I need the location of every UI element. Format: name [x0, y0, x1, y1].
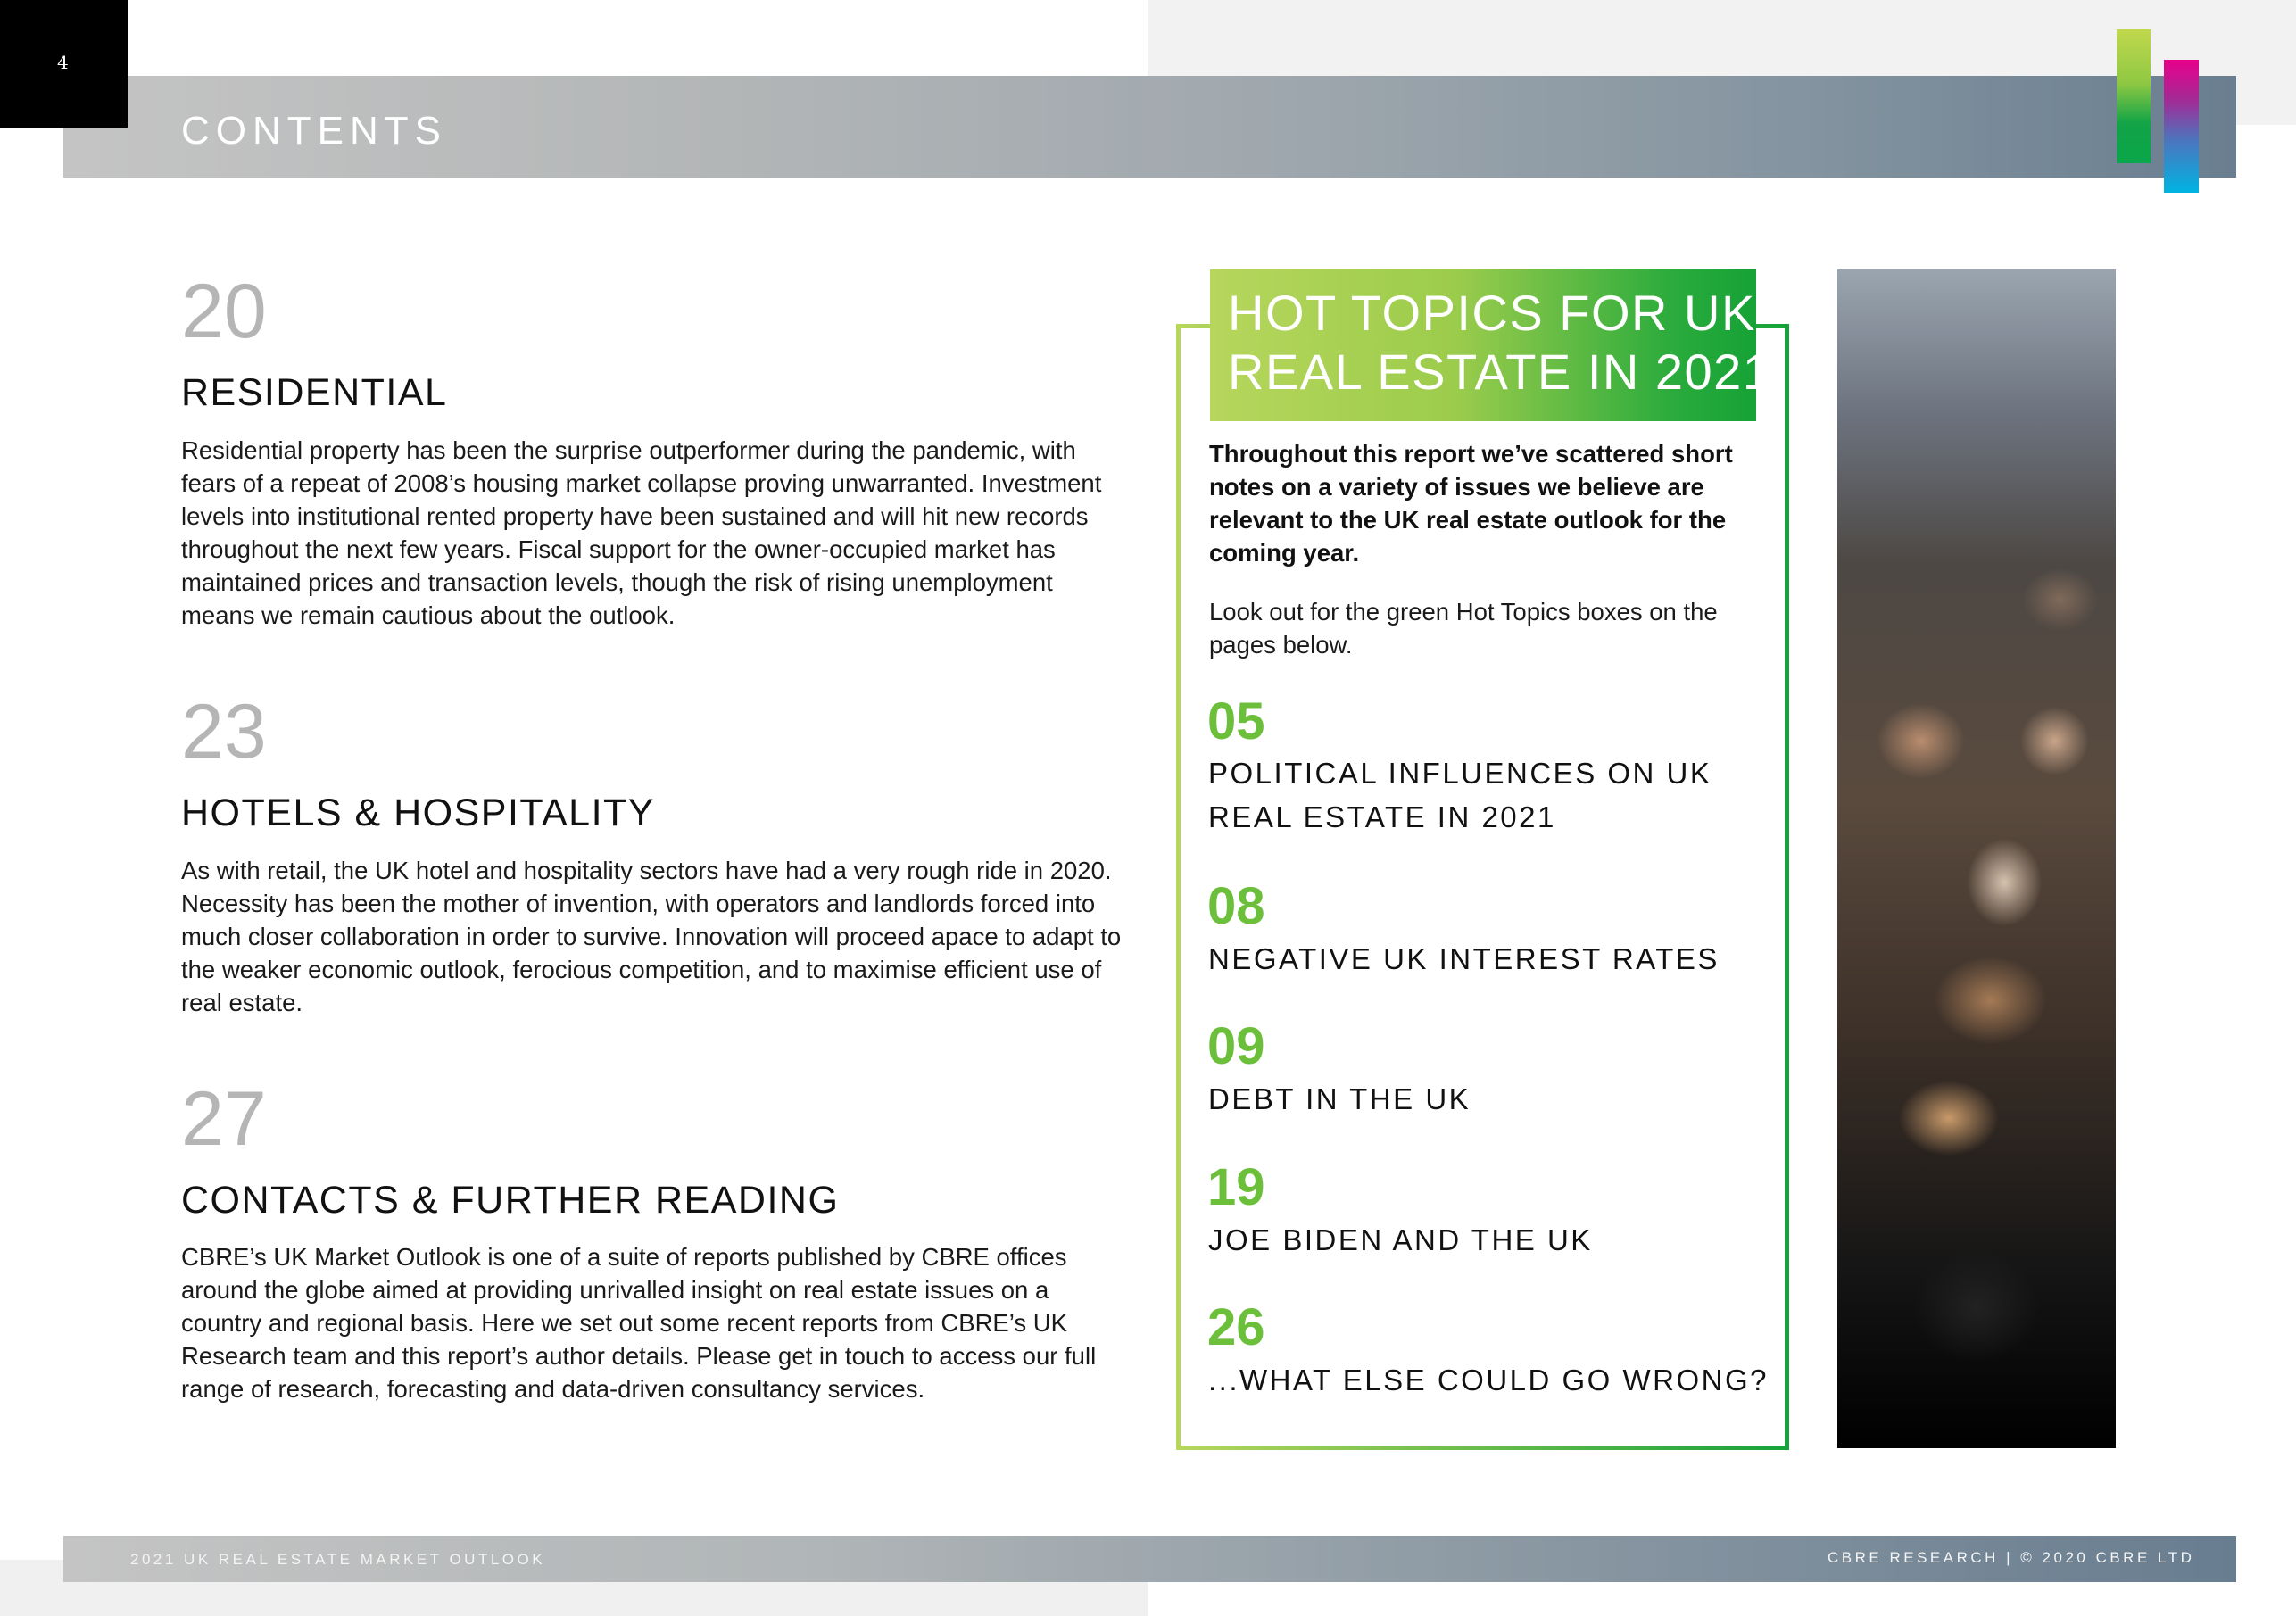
section-page-number: 20 — [181, 269, 267, 354]
hot-topic-link[interactable]: NEGATIVE UK INTEREST RATES — [1208, 942, 1720, 975]
footer-copyright: CBRE RESEARCH | © 2020 CBRE LTD — [1828, 1549, 2195, 1566]
section-body: CBRE’s UK Market Outlook is one of a suite of reports published by CBRE offices around the globe aimed at providing unrivalled insight on real estate issues on a country and regional basis. Here we set out some recent reports from CBRE’s UK Research team and this report’s author details. Please get in touch to access our full range of research, forecasting and data-driven consultancy services. — [181, 1243, 1097, 1403]
crowd-photo — [1837, 269, 2116, 1448]
page-number: 4 — [57, 52, 69, 73]
hot-topic-page-number: 26 — [1207, 1298, 1265, 1356]
section-body: Residential property has been the surprise outperformer during the pandemic, with fears of a repeat of 2008’s housing market collapse proving unwarranted. Investment levels into institutional rented property have been sustained and will hit new records throughout the next few years. Fiscal support for the owner-occupied market has maintained prices and transaction levels, though the risk of rising unemployment means we remain cautious about the outlook. — [181, 436, 1102, 629]
hot-topic-link[interactable] — [1208, 751, 1712, 839]
section-heading[interactable]: CONTACTS & FURTHER READING — [181, 1179, 840, 1222]
brand-bar-green-icon — [2117, 29, 2151, 163]
hot-topics-title — [1228, 284, 1771, 402]
hot-topic-page-number: 08 — [1207, 877, 1265, 935]
section-page-number: 23 — [181, 689, 267, 775]
brand-bar-magenta-icon — [2164, 60, 2199, 193]
hot-topic-label: POLITICAL INFLUENCES ON UK — [1208, 757, 1712, 790]
hot-topics-title-line: HOT TOPICS FOR UK — [1228, 285, 1756, 341]
footer-report-title: 2021 UK REAL ESTATE MARKET OUTLOOK — [130, 1551, 546, 1568]
section-heading[interactable]: RESIDENTIAL — [181, 371, 448, 414]
hot-topic-link[interactable]: ...WHAT ELSE COULD GO WRONG? — [1208, 1363, 1770, 1396]
hot-topic-label: REAL ESTATE IN 2021 — [1208, 800, 1556, 833]
section-page-number: 27 — [181, 1076, 267, 1162]
hot-topic-page-number: 09 — [1207, 1017, 1265, 1075]
page-title: CONTENTS — [181, 109, 447, 153]
hot-topics-note: Look out for the green Hot Topics boxes on the pages below. — [1209, 598, 1718, 659]
hot-topic-link[interactable]: DEBT IN THE UK — [1208, 1082, 1471, 1115]
hot-topic-link[interactable]: JOE BIDEN AND THE UK — [1208, 1223, 1593, 1256]
hot-topics-title-line: REAL ESTATE IN 2021 — [1228, 344, 1772, 400]
hot-topics-intro: Throughout this report we’ve scattered short notes on a variety of issues we believe are relevant to the UK real estate outlook for the coming year. — [1209, 440, 1733, 567]
section-body: As with retail, the UK hotel and hospitality sectors have had a very rough ride in 2020. Necessity has been the mother of invention, with operators and landlords forced into much closer collaboration in order to survive. Innovation will proceed apace to adapt to the weaker economic outlook, ferocious competition, and to maximise efficient use of real estate. — [181, 857, 1122, 1016]
hot-topic-page-number: 19 — [1207, 1158, 1265, 1216]
section-heading[interactable]: HOTELS & HOSPITALITY — [181, 791, 655, 834]
hot-topic-page-number: 05 — [1207, 692, 1265, 750]
